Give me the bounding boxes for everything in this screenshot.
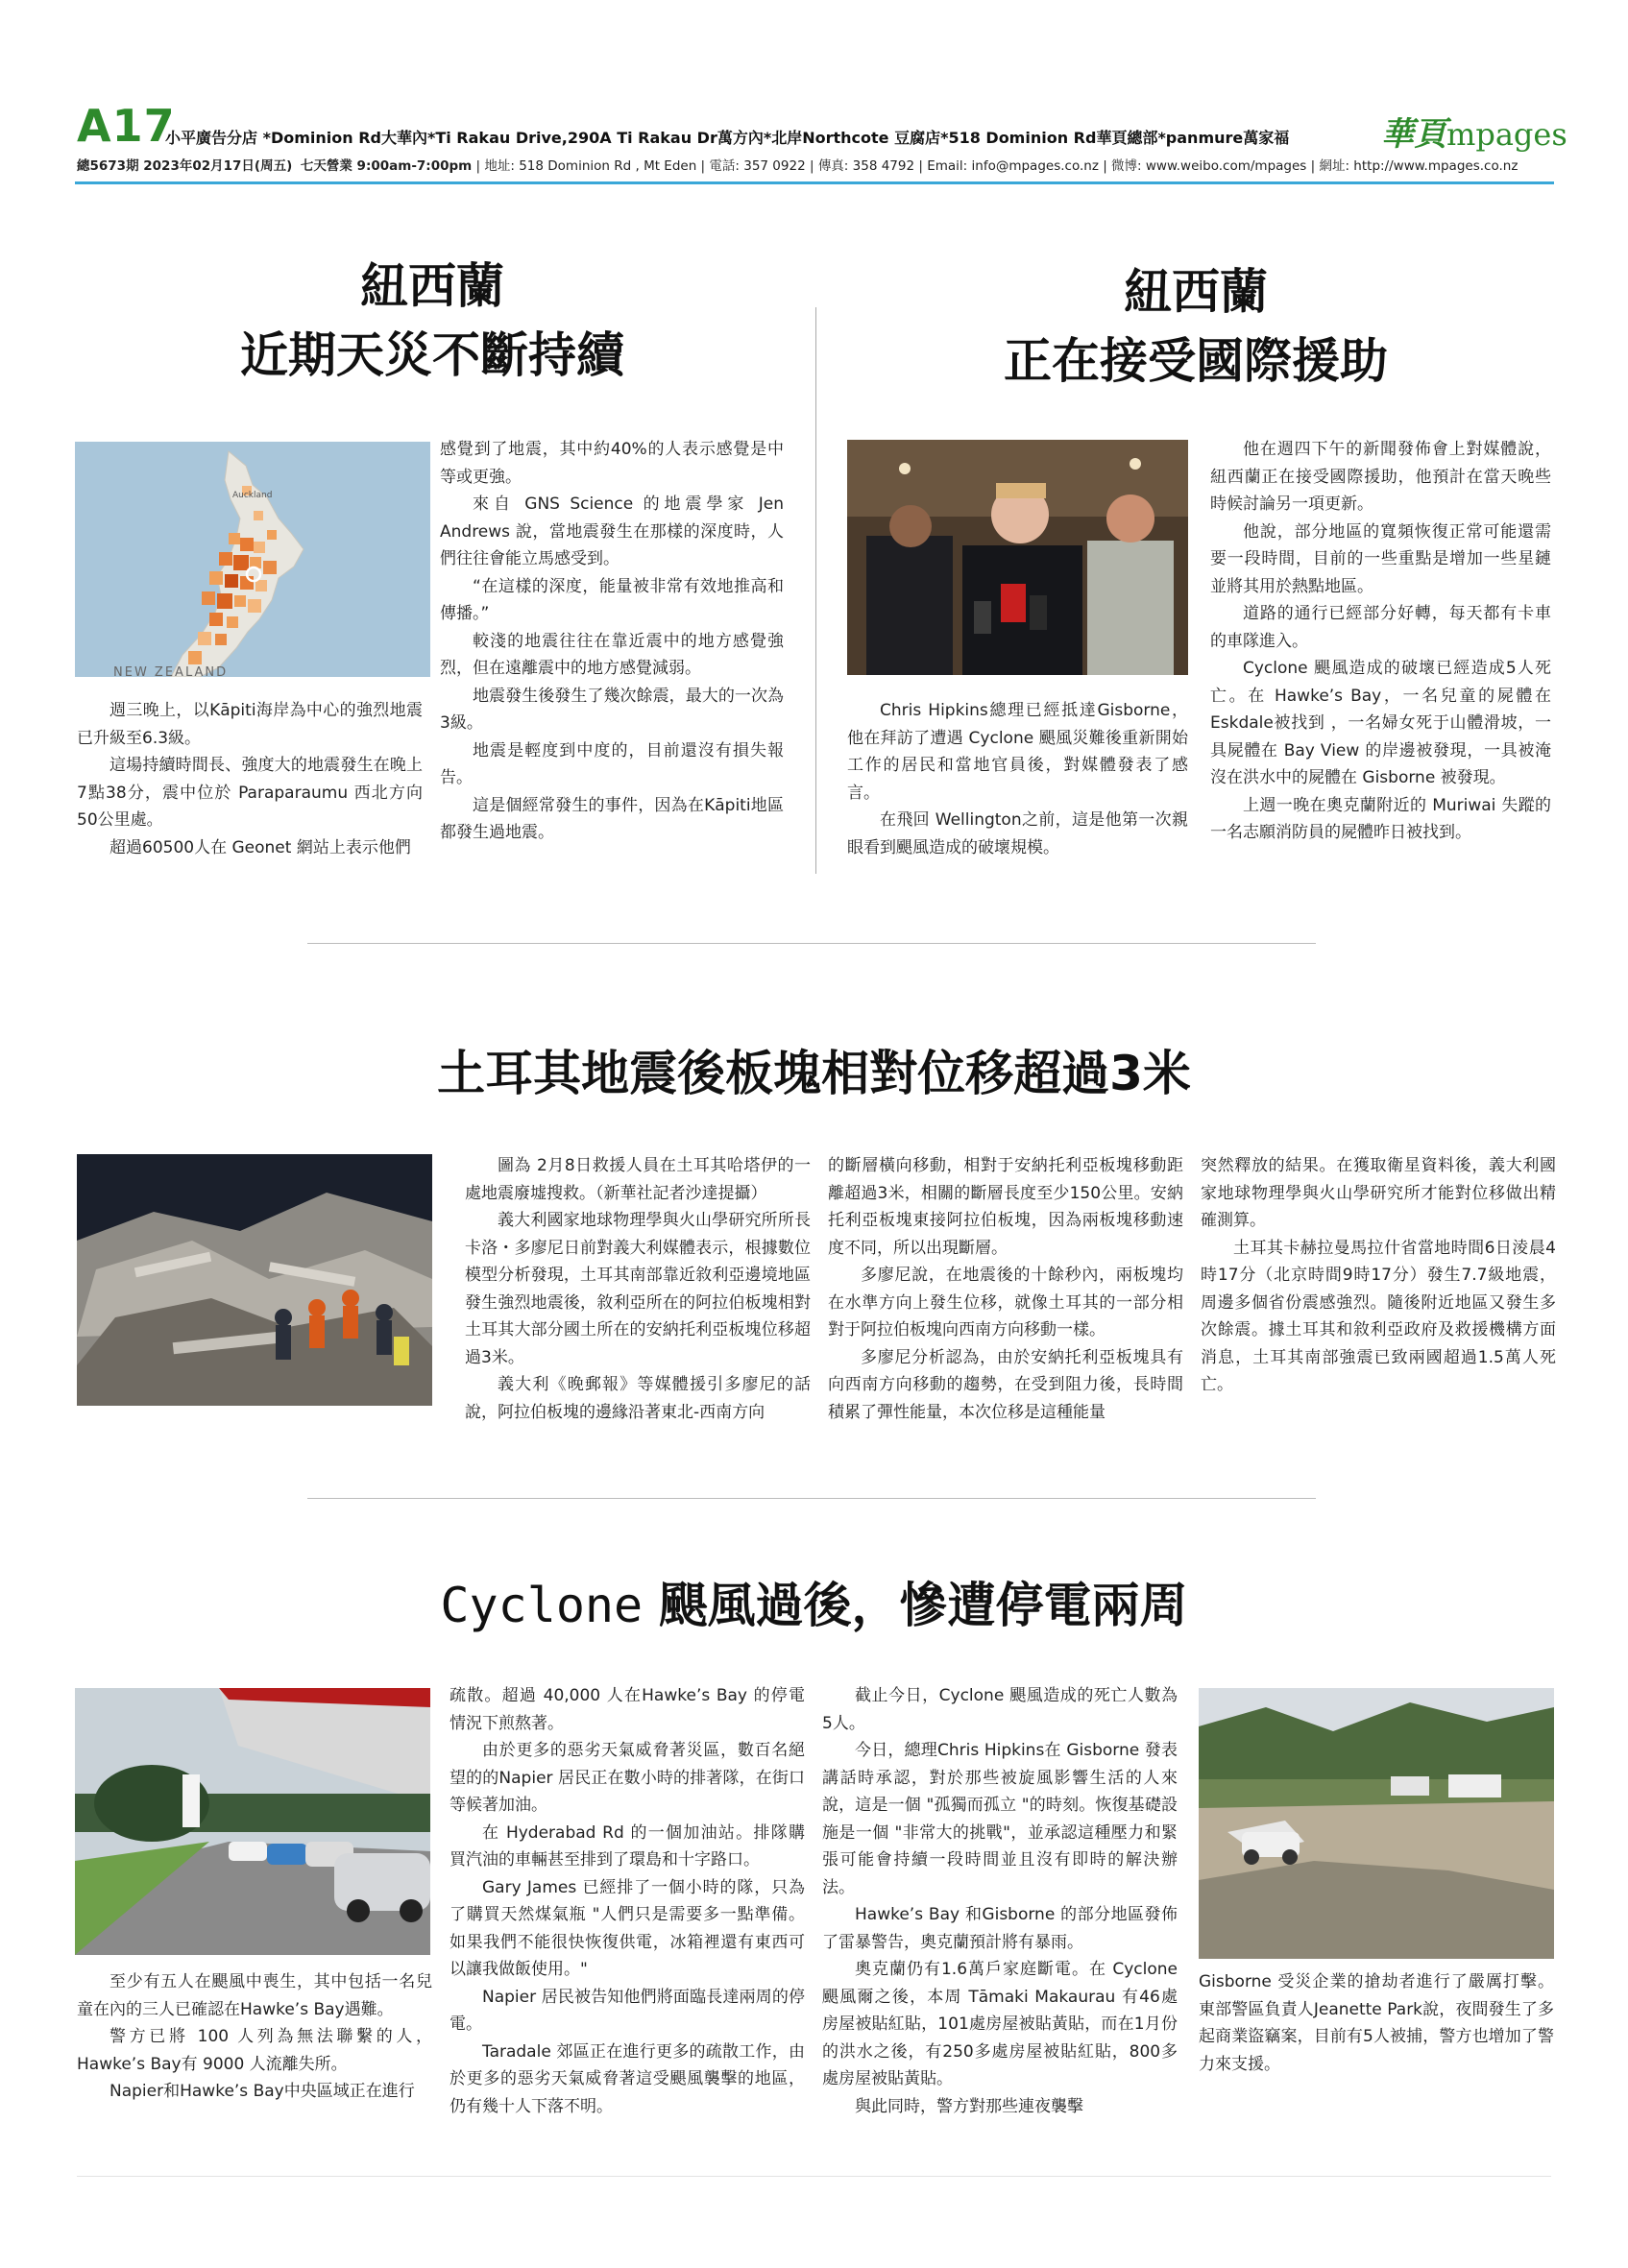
turkey-rubble-photo: [77, 1154, 432, 1406]
paragraph: 突然釋放的結果。在獲取衛星資料後，義大利國家地球物理學與火山學研究所才能對位移做出精確測算。: [1201, 1156, 1556, 1230]
issue-date: 總5673期 2023年02月17日(周五): [77, 158, 293, 174]
issue-info-bar: 總5673期 2023年02月17日(周五) 七天營業 9:00am-7:00pm | 地址: 518 Dominion Rd , Mt Eden | 電話: 357 0922 | 傳真: 358 4792 | Email: info@mpages.co.nz | 微博: www.weibo.com/mpages | 網址: http://www.mpages.co.nz: [77, 158, 1519, 174]
paragraph: 至少有五人在颶風中喪生，其中包括一名兒童在內的三人已確認在Hawke’s Bay遇難。: [77, 1972, 432, 2019]
paragraph: 來自 GNS Science 的地震學家 Jen Andrews 說，當地震發生在那樣的深度時，人們往往會能立馬感受到。: [440, 495, 784, 568]
paragraph: 在飛回 Wellington之前，這是他第一次親眼看到颶風造成的破壞規模。: [847, 810, 1188, 857]
press-conference-photo: [847, 440, 1188, 675]
paragraph: Chris Hipkins總理已經抵達Gisborne，他在拜訪了遭遇 Cyclone 颶風災難後重新開始工作的居民和當地官員後，對媒體發表了感言。: [847, 701, 1188, 803]
paragraph: 他說，部分地區的寬頻恢復正常可能還需要一段時間，目前的一些重點是增加一些星鏈並將其用於熱點地區。: [1210, 521, 1551, 596]
footer-rule: [77, 2176, 1551, 2177]
cyclone-col1: [77, 1968, 432, 2106]
paragraph: 感覺到了地震，其中約40%的人表示感覺是中等或更強。: [440, 440, 784, 487]
paragraph: 地震發生後發生了幾次餘震，最大的一次為3級。: [440, 686, 784, 733]
paragraph: 義大利《晚郵報》等媒體援引多廖尼的話說，阿拉伯板塊的邊緣沿著東北-西南方向: [465, 1375, 811, 1422]
headline-nz-quake: [173, 252, 692, 390]
paragraph: 這場持續時間長、強度大的地震發生在晚上7點38分，震中位於 Paraparaumu 西北方向50公里處。: [77, 756, 423, 830]
paragraph: Napier和Hawke’s Bay中央區域正在進行: [109, 2082, 415, 2101]
paragraph: 地震是輕度到中度的，目前還沒有損失報告。: [440, 740, 784, 787]
paragraph: Cyclone 颶風造成的破壞已經造成5人死亡。在 Hawke’s Bay，一名兒童的屍體在 Eskdale被找到 ，一名婦女死于山體滑坡，一具屍體在 Bay View 的岸邊被發現，一具被淹沒在洪水中的屍體在 Gisborne 被發現。: [1210, 659, 1551, 787]
turkey-col3: [1201, 1152, 1556, 1399]
fax: 傳真: 358 4792: [817, 158, 915, 174]
paragraph: 由於更多的惡劣天氣威脅著災區，數百名絕望的的Napier 居民正在數小時的排著隊，在街口等候著加油。: [450, 1741, 805, 1815]
headline-cyclone: [173, 1567, 1455, 1636]
page-number: A17: [77, 100, 176, 152]
paragraph: 土耳其卡赫拉曼馬拉什省當地時間6日淩晨4時17分（北京時間9時17分）發生7.7級地震，周邊多個省份震感強烈。隨後附近地區又發生多次餘震。據土耳其和敘利亞政府及救援機構方面消息，土耳其南部強震已致兩國超過1.5萬人死亡。: [1201, 1238, 1556, 1394]
map-label-nz: NEW ZEALAND: [113, 665, 229, 677]
paragraph: Gisborne 受災企業的搶劫者進行了嚴厲打擊。東部警區負責人Jeanette Park說，夜間發生了多起商業盜竊案，目前有5人被捕，警方也增加了警力來支援。: [1199, 1972, 1554, 2074]
address: 地址: 518 Dominion Rd , Mt Eden: [484, 158, 697, 174]
petrol-queue-photo: [75, 1688, 430, 1955]
logo-chinese: 華頁: [1381, 115, 1446, 154]
cyclone-col2: [450, 1682, 805, 2120]
mpages-logo: [1381, 108, 1567, 155]
nz-aid-col2: [1210, 436, 1551, 847]
website: 網址: http://www.mpages.co.nz: [1319, 158, 1519, 174]
logo-english: mpages: [1446, 116, 1567, 153]
paragraph: 多廖尼說，在地震後的十餘秒內，兩板塊均在水準方向上發生位移，就像土耳其的一部分相對于阿拉伯板塊向西南方向移動一樣。: [828, 1266, 1183, 1339]
cyclone-col4: [1199, 1968, 1554, 2078]
headline-line: 紐西蘭: [1124, 264, 1268, 320]
paragraph: Taradale 郊區正在進行更多的疏散工作，由於更多的惡劣天氣威脅著這受颶風襲擊的地區，仍有幾十人下落不明。: [450, 2041, 805, 2116]
flood-photo: [1199, 1688, 1554, 1959]
paragraph: 警方已將 100 人列為無法聯繫的人，Hawke’s Bay有 9000 人流離失所。: [77, 2027, 432, 2074]
opening-hours: 七天營業 9:00am-7:00pm: [300, 158, 473, 174]
paragraph: 圖為 2月8日救援人員在土耳其哈塔伊的一處地震廢墟搜救。（新華社記者沙達提攝）: [465, 1156, 811, 1203]
headline-line: 近期天災不斷持續: [240, 327, 624, 383]
headline-latin: Cyclone: [440, 1578, 644, 1633]
paragraph: Napier 居民被告知他們將面臨長達兩周的停電。: [450, 1987, 805, 2034]
paragraph: 在 Hyderabad Rd 的一個加油站。排隊購買汽油的車輛甚至排到了環島和十字路口。: [450, 1822, 805, 1870]
paragraph: 超過60500人在 Geonet 網站上表示他們: [109, 837, 411, 857]
paragraph: 他在週四下午的新聞發佈會上對媒體說，紐西蘭正在接受國際援助，他預計在當天晚些時候討論另一項更新。: [1210, 440, 1551, 514]
paragraph: 這是個經常發生的事件，因為在Kāpiti地區都發生過地震。: [440, 795, 784, 842]
paragraph: “在這樣的深度，能量被非常有效地推高和傳播。”: [440, 576, 784, 623]
branch-list: 小平廣告分店 *Dominion Rd大華內*Ti Rakau Drive,290A Ti Rakau Dr萬方內*北岸Northcote 豆腐店*518 Dominion Rd華頁總部*panmure萬家福: [165, 129, 1290, 147]
cyclone-col3: [822, 1682, 1178, 2120]
paragraph: 多廖尼分析認為，由於安納托利亞板塊具有向西南方向移動的趨勢，在受到阻力後，長時間積累了彈性能量，本次位移是這種能量: [828, 1347, 1183, 1422]
paragraph: 疏散。超過 40,000 人在Hawke’s Bay 的停電情況下煎熬著。: [450, 1686, 805, 1733]
headline-chinese: 颶風過後，慘遭停電兩周: [643, 1578, 1188, 1633]
nz-aid-col1: [847, 697, 1188, 861]
nz-quake-col2: [440, 436, 784, 847]
paragraph: 奧克蘭仍有1.6萬戶家庭斷電。在 Cyclone 颶風爾之後，本周 Tāmaki Makaurau 有46處房屋被貼紅貼，101處房屋被貼黃貼，而在1月份的洪水之後，有250多處房屋被貼紅貼，800多處房屋被貼黃貼。: [822, 1960, 1178, 2088]
section-divider: [307, 943, 1316, 944]
nz-quake-col1: [77, 697, 423, 861]
paragraph: Gary James 已經排了一個小時的隊，只為了購買天然煤氣瓶 "人們只是需要多一點準備。如果我們不能很快恢復供電，冰箱裡還有東西可以讓我做飯使用。": [450, 1877, 805, 1979]
nz-quake-map-image: [75, 442, 430, 677]
paragraph: 今日，總理Chris Hipkins在 Gisborne 發表講話時承認，對於那些被旋風影響生活的人來說，這是一個 "孤獨而孤立 "的時刻。恢復基礎設施是一個 "非常大的挑戰"，並承認這種壓力和緊張可能會持續一段時間並且沒有即時的解決辦法。: [822, 1741, 1178, 1897]
paragraph: 上週一晚在奧克蘭附近的 Muriwai 失蹤的一名志願消防員的屍體昨日被找到。: [1210, 795, 1551, 842]
map-label-auckland: Auckland: [232, 491, 273, 500]
phone: 電話: 357 0922: [709, 158, 806, 174]
headline-line: 紐西蘭: [360, 258, 504, 314]
column-divider: [815, 307, 816, 874]
section-divider: [307, 1498, 1316, 1499]
turkey-col2: [828, 1152, 1183, 1426]
headline-nz-aid: [936, 257, 1455, 396]
paragraph: 較淺的地震往往在靠近震中的地方感覺強烈，但在遠離震中的地方感覺減弱。: [440, 631, 784, 678]
paragraph: 義大利國家地球物理學與火山學研究所所長卡洛・多廖尼日前對義大利媒體表示，根據數位模型分析發現，土耳其南部靠近敘利亞邊境地區發生強烈地震後，敘利亞所在的阿拉伯板塊相對土耳其大部分國土所在的安納托利亞板塊位移超過3米。: [465, 1211, 811, 1367]
paragraph: Hawke’s Bay 和Gisborne 的部分地區發佈了雷暴警告，奧克蘭預計將有暴雨。: [822, 1905, 1178, 1952]
weibo: 微博: www.weibo.com/mpages: [1111, 158, 1307, 174]
paragraph: 週三晚上，以Kāpiti海岸為中心的強烈地震已升級至6.3級。: [77, 701, 423, 748]
paragraph: 與此同時，警方對那些連夜襲擊: [855, 2096, 1083, 2116]
paragraph: 截止今日，Cyclone 颶風造成的死亡人數為5人。: [822, 1686, 1178, 1733]
paragraph: 的斷層橫向移動，相對于安納托利亞板塊移動距離超過3米，相關的斷層長度至少150公里。安納托利亞板塊東接阿拉伯板塊，因為兩板塊移動速度不同，所以出現斷層。: [828, 1156, 1183, 1258]
turkey-col1: [465, 1152, 811, 1426]
email: Email: info@mpages.co.nz: [927, 158, 1099, 174]
paragraph: 道路的通行已經部分好轉，每天都有卡車的車隊進入。: [1210, 604, 1551, 651]
headline-turkey: 土耳其地震後板塊相對位移超過3米: [437, 1046, 1191, 1101]
headline-line: 正在接受國際援助: [1004, 333, 1388, 389]
header-rule: [75, 181, 1554, 184]
